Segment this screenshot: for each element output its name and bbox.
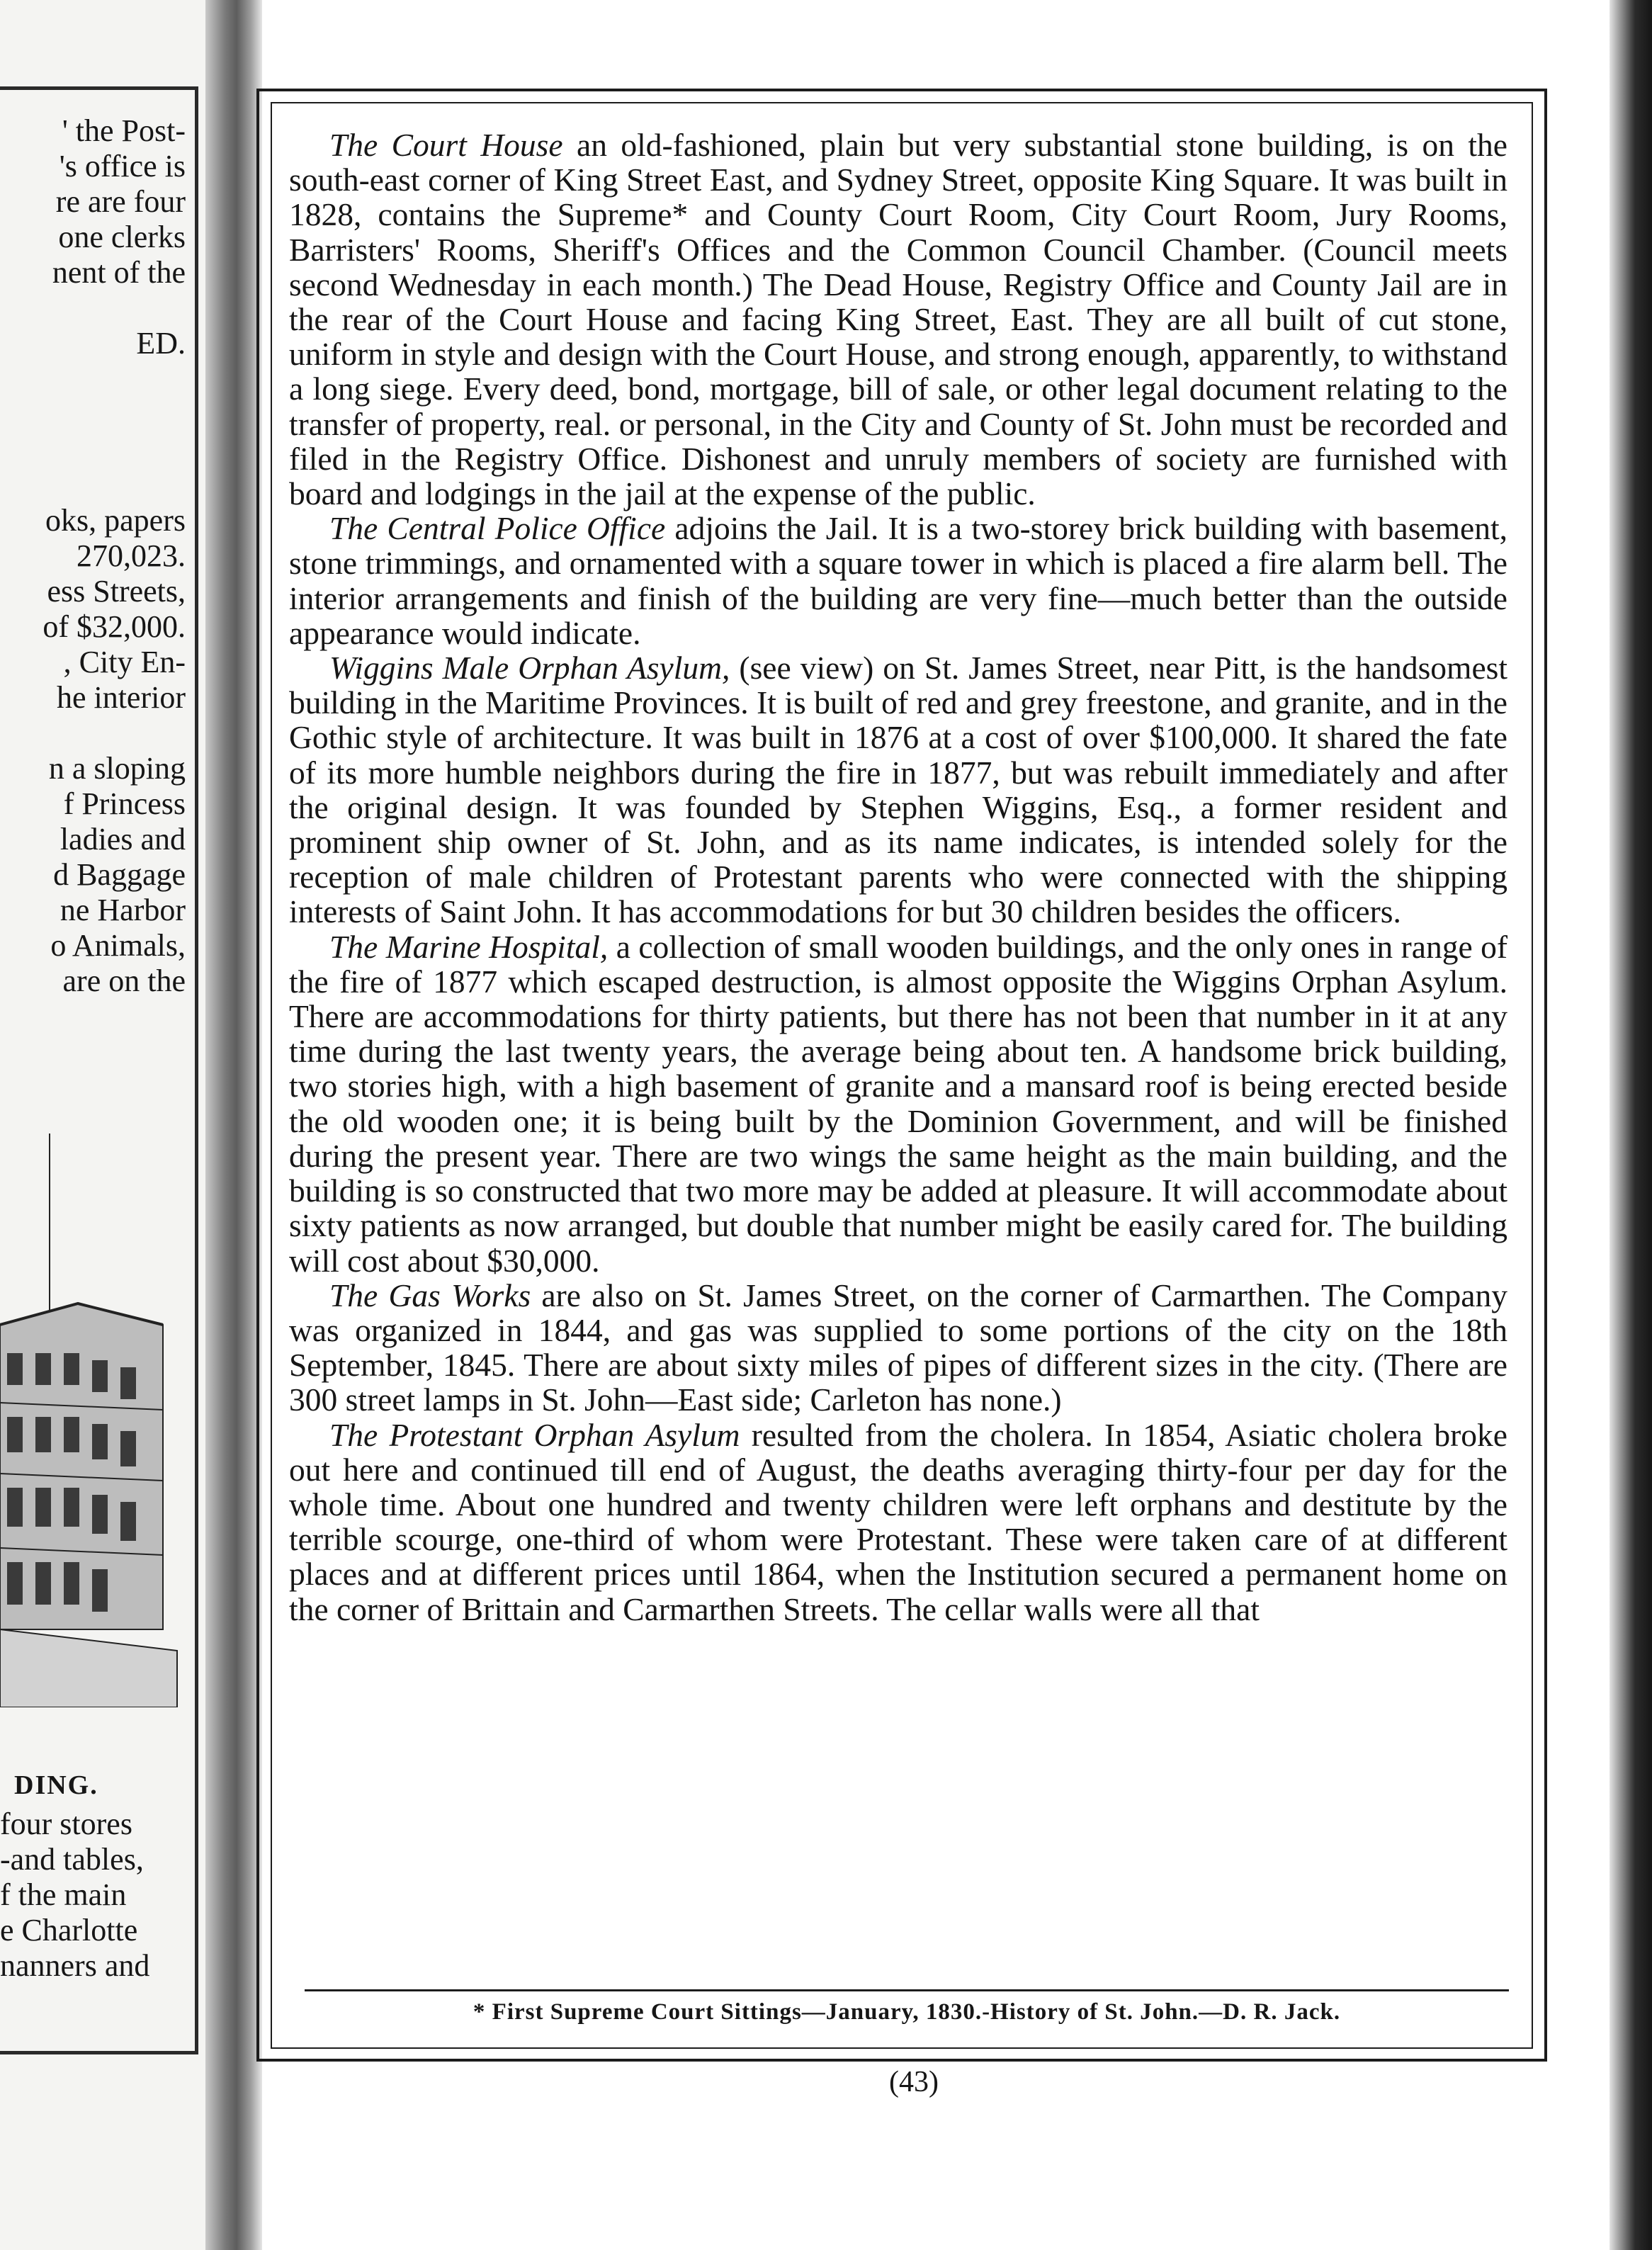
building-engraving (0, 1091, 184, 1707)
left-page-line: ne Harbor (60, 893, 186, 927)
left-page-line (0, 290, 186, 326)
paragraph (289, 511, 1507, 650)
paragraph-text: are also on St. James Street, on the corner of Carmarthen. The Company was organized in 1844, and gas was supplied to some portions of the city on the 18th September, 1845. There are about sixty miles of pipes of different sizes in the city. (There are 300 street lamps in St. John—East side; Carleton has none.) (289, 1277, 1507, 1418)
book-gutter (205, 0, 262, 2250)
left-page-line: d Baggage (53, 857, 186, 892)
left-page-line: -and tables, (0, 1842, 144, 1877)
left-page-line: e Charlotte (0, 1913, 138, 1947)
left-page-caption: DING. (14, 1770, 98, 1800)
page-right-edge (1609, 0, 1652, 2250)
left-page-line: ess Streets, (47, 574, 186, 609)
left-page-line: n a sloping (48, 751, 186, 786)
footnote: * First Supreme Court Sittings—January, 1830.-History of St. John.—D. R. Jack. (473, 1999, 1341, 2025)
left-page-line: ' the Post- (62, 113, 186, 148)
left-facing-page (0, 0, 213, 2250)
left-page-line: o Animals, (50, 928, 186, 963)
left-page-line: re are four (55, 184, 186, 219)
left-page-line: 270,023. (77, 538, 186, 573)
paragraph-text: (see view) on St. James Street, near Pitt, is the handsomest building in the Maritime Provinces. It is built of red and grey freestone, and granite, and in the Gothic style of architecture. It was built in 1876 at a cost of over $100,000. It shared the fate of its more humble neighbors during the fire in 1877, but was rebuilt immediately and after the original design. It was founded by Stephen Wiggins, Esq., a former resident and prominent ship owner of St. John, and as its name indicates, is intended solely for the reception of male children of Protestant parents who were connected with the shipping interests of Saint John. It has accommodations for but 30 children besides the officers. (289, 650, 1507, 930)
paragraph (289, 650, 1507, 929)
left-page-text-bottom (0, 1771, 186, 1984)
left-page-line (0, 361, 186, 397)
paragraph-lead: The Gas Works (329, 1277, 531, 1313)
left-page-line: ladies and (60, 822, 186, 857)
paragraph-lead: The Central Police Office (329, 510, 666, 547)
paragraph-lead: The Marine Hospital, (329, 928, 609, 965)
left-page-line (0, 468, 186, 503)
paragraph (289, 1418, 1507, 1627)
left-page-text-top (0, 113, 186, 999)
left-page-line: four stores (0, 1807, 132, 1841)
left-page-line: are on the (62, 963, 186, 998)
paragraph (289, 929, 1507, 1278)
paragraph-text: an old-fashioned, plain but very substantial stone building, is on the south-east corner of King Street East, and Sydney Street, opposite King Square. It was built in 1828, contains the Supreme* and County Court Room, City Court Room, Jury Rooms, Barristers' Rooms, Sheriff's Offices and the Common Council Chamber. (Council meets second Wednesday in each month.) The Dead House, Registry Office and County Jail are in the rear of the Court House and facing King Street, East. They are all built of cut stone, uniform in style and design with the Court House, and strong enough, apparently, to withstand a long siege. Every deed, bond, mortgage, bill of sale, or other legal document relating to the transfer of property, real. or personal, in the City and County of St. John must be recorded and filed in the Registry Office. Dishonest and unruly members of society are furnished with board and lodgings in the jail at the expense of the public. (289, 127, 1507, 512)
left-page-line: one clerks (58, 220, 186, 254)
paragraph-text: a collection of small wooden buildings, and the only ones in range of the fire of 1877 which escaped destruction, is almost opposite the Wiggins Orphan Asylum. There are accommodations for thirty patients, but there has not been that number in it at any time during the last twenty years, the average being about ten. A handsome brick building, two stories high, with a high basement of granite and a mansard roof is being erected beside the old wooden one; it is being built by the Dominion Government, and will be finished during the present year. There are two wings the same height as the main building, and the building is so constructed that two more may be added at pleasure. It will accommodate about sixty patients as now arranged, but double that number might be easily cared for. The building will cost about $30,000. (289, 928, 1507, 1279)
left-page-line: ED. (136, 326, 186, 361)
paragraph-lead: The Court House (329, 127, 563, 163)
left-page-line: , City En- (63, 645, 186, 679)
left-page-line: nanners and (0, 1948, 150, 1983)
article-body (289, 128, 1507, 1627)
left-page-line: he interior (56, 680, 186, 715)
left-page-line: nent of the (52, 255, 186, 290)
left-page-line (0, 716, 186, 751)
left-page-line: oks, papers (45, 503, 186, 538)
paragraph (289, 1278, 1507, 1418)
left-page-line: of $32,000. (43, 609, 186, 644)
paragraph-text: resulted from the cholera. In 1854, Asiatic cholera broke out here and continued till end of August, the deaths averaging thirty-four per day for the whole time. About one hundred and twenty children were left orphans and destitute by the terrible scourge, one-third of whom were Protestant. These were taken care of at different places and at different prices until 1864, when the Institution secured a permanent home on the corner of Brittain and Carmarthen Streets. The cellar walls were all that (289, 1416, 1507, 1627)
paragraph-lead: The Protestant Orphan Asylum (329, 1416, 740, 1453)
left-page-line: f the main (0, 1877, 127, 1912)
paragraph-text: adjoins the Jail. It is a two-storey brick building with basement, stone trimmings, and ornamented with a square tower in which is placed a fire alarm bell. The interior arrangements and finish of the building are very fine—much better than the outside appearance would indicate. (289, 510, 1507, 651)
left-page-line: f Princess (63, 786, 186, 821)
paragraph-lead: Wiggins Male Orphan Asylum, (329, 650, 730, 686)
left-page-line (0, 1771, 186, 1807)
footnote-rule (305, 1989, 1509, 1991)
left-page-line (0, 397, 186, 432)
page-number: (43) (889, 2066, 939, 2098)
left-page-line: 's office is (59, 149, 186, 183)
paragraph (289, 128, 1507, 511)
left-page-line (0, 432, 186, 468)
